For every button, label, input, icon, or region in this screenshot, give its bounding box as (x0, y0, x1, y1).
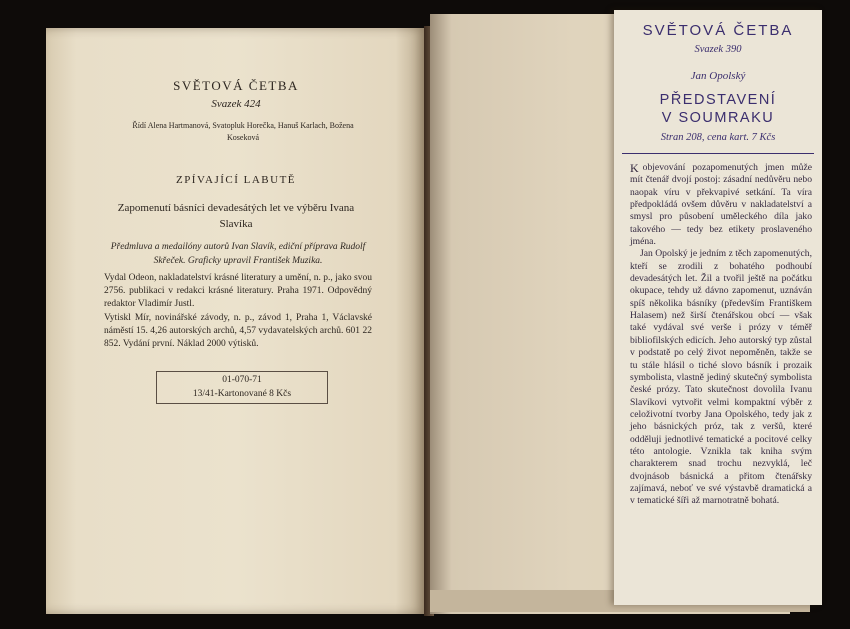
book-subtitle: Zapomenutí básníci devadesátých let ve výběru Ivana Slavíka (117, 202, 355, 230)
flyer-paragraph-2: Jan Opolský je jedním z těch zapomenutých, kteří se zrodili z bohatého podhoubí devadesátých let. Žil a tvořil ještě na počátku okupace, tehdy už dávno zapomenut, uznáván spíš několika básníky (především Františkem Halasem) než širší čtenářskou obcí — však také vydával své verše i prózy v téměř bibliofilských edicích. Jeho autorský typ zůstal v podstatě po celý život nepoměněn, takže se tu stále hlásil o tiché slovo básník i prozaik symbolista, vlastně jediný skutečný symbolista české prózy. Tato skutečnost dovolila Ivanu Slavíkovi vytvořit velmi kompaktní výběr z celoživotní tvorby Jana Opolského, tedy jak z jeho básnických próz, tak z veršů, které odděluji jednotlivé tematické a pocitové celky této antologie. Vznikla tak kniha svým charakterem snad trochu nezvyklá, leč dvojnásob básnická a přitom čtenářsky zajímavá, neboť ve své výstavbě dramatická a v tematické šíři až marnotratně bohatá. (630, 248, 812, 507)
dropcap: K (630, 161, 639, 175)
credits-paragraph: Předmluva a medailóny autorů Ivan Slavík, ediční příprava Rudolf Skřeček. Graficky upravil František Muzika. (110, 242, 366, 266)
flyer-author: Jan Opolský (690, 70, 746, 82)
flyer-title (614, 91, 822, 127)
book-title: ZPÍVAJÍCÍ LABUTĚ (175, 174, 297, 186)
flyer-volume: Svazek 390 (694, 44, 742, 55)
flyer-body (630, 162, 812, 508)
flyer-title-line2: V SOUMRAKU (661, 110, 775, 126)
printer-paragraph: Vytiskl Mír, novinářské závody, n. p., závod 1, Praha 1, Václavské náměstí 15. 4,26 autorských archů, 4,57 vydavatelských archů. 601 22 852. Vydání první. Náklad 2000 výtisků. (104, 313, 372, 349)
volume-number: Svazek 424 (211, 98, 261, 110)
promo-flyer (614, 10, 822, 605)
price-box (156, 371, 328, 404)
catalog-code: 01-070-71 (222, 375, 262, 385)
price-label: 13/41-Kartonované 8 Kčs (192, 389, 292, 399)
imprint-page (46, 28, 426, 614)
flyer-paragraph-1 (630, 162, 812, 248)
flyer-series: SVĚTOVÁ ČETBA (642, 22, 794, 39)
flyer-info: Stran 208, cena kart. 7 Kčs (660, 132, 776, 143)
editors-line: Řídí Alena Hartmanová, Svatopluk Horečka, Hanuš Karlach, Božena Koseková (132, 121, 354, 142)
flyer-divider (622, 153, 814, 154)
publisher-paragraph: Vydal Odeon, nakladatelství krásné literatury a umění, n. p., jako svou 2756. publikaci v redakci krásné literatury. Praha 1971. Odpovědný redaktor Vladimír Justl. (104, 273, 372, 309)
series-name: SVĚTOVÁ ČETBA (173, 78, 299, 93)
flyer-paragraph-1-text: objevování pozapomenutých jmen může mít čtenář dvojí postoj: zásadní nedůvěru nebo naopak víru v překvapivé setkání. Ta víra předpokládá ovšem důvěru v nakladatelství a smysl pro působení uměleckého díla jako takového — tedy bez etikety proslaveného jména. (630, 162, 812, 248)
flyer-title-line1: PŘEDSTAVENÍ (659, 92, 777, 108)
